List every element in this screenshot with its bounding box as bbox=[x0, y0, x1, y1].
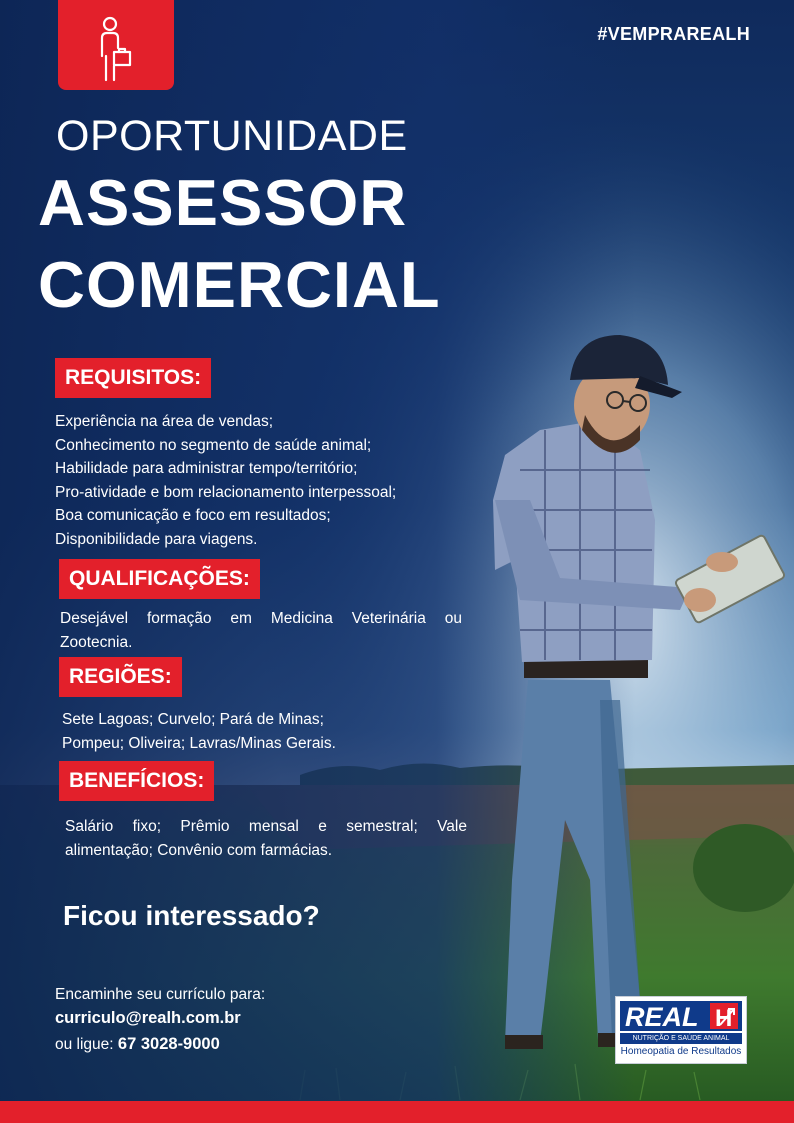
qualificacoes-text: Desejável formação em Medicina Veterinária ou Zootecnia. bbox=[60, 610, 462, 651]
list-item: Boa comunicação e foco em resultados; bbox=[55, 507, 331, 524]
beneficios-text: Salário fixo; Prêmio mensal e semestral; Vale alimentação; Convênio com farmácias. bbox=[65, 818, 467, 859]
list-item: Habilidade para administrar tempo/território; bbox=[55, 460, 358, 477]
phone-line bbox=[55, 1035, 220, 1054]
list-item: Pro-atividade e bom relacionamento interpessoal; bbox=[55, 483, 397, 501]
bottom-accent-bar bbox=[0, 1101, 794, 1123]
email-link[interactable]: curriculo@realh.com.br bbox=[55, 1009, 241, 1027]
svg-text:REAL: REAL bbox=[625, 1002, 699, 1032]
requisitos-label: REQUISITOS: bbox=[55, 358, 211, 398]
phone-number[interactable]: 67 3028-9000 bbox=[117, 1035, 220, 1053]
regioes-label: REGIÕES: bbox=[59, 657, 182, 697]
opportunity-kicker: OPORTUNIDADE bbox=[56, 112, 408, 160]
requisitos-list bbox=[55, 410, 396, 551]
regioes-line: Sete Lagoas; Curvelo; Pará de Minas; bbox=[62, 711, 324, 728]
phone-prefix: ou ligue: bbox=[55, 1036, 114, 1053]
regioes-line: Pompeu; Oliveira; Lavras/Minas Gerais. bbox=[62, 734, 336, 752]
top-badge bbox=[58, 0, 174, 90]
list-item: Experiência na área de vendas; bbox=[55, 413, 274, 430]
regioes-text bbox=[62, 708, 336, 755]
person-with-briefcase-icon bbox=[58, 0, 174, 90]
beneficios-label: BENEFÍCIOS: bbox=[59, 761, 214, 801]
send-cv-text: Encaminhe seu currículo para: bbox=[55, 986, 266, 1003]
list-item: Conhecimento no segmento de saúde animal; bbox=[55, 436, 372, 454]
job-title-line-1: ASSESSOR bbox=[38, 166, 408, 239]
job-title-line-2: COMERCIAL bbox=[38, 248, 441, 321]
list-item: Disponibilidade para viagens. bbox=[55, 530, 258, 548]
logo-slogan: Homeopatia de Resultados bbox=[620, 1046, 742, 1057]
cta-heading: Ficou interessado? bbox=[63, 900, 320, 931]
realh-logo bbox=[615, 996, 747, 1064]
hashtag: #VEMPRAREALH bbox=[597, 24, 750, 44]
qualificacoes-label: QUALIFICAÇÕES: bbox=[59, 559, 260, 599]
svg-text:H: H bbox=[715, 1005, 733, 1032]
logo-tagline: NUTRIÇÃO E SAÚDE ANIMAL bbox=[620, 1033, 742, 1044]
